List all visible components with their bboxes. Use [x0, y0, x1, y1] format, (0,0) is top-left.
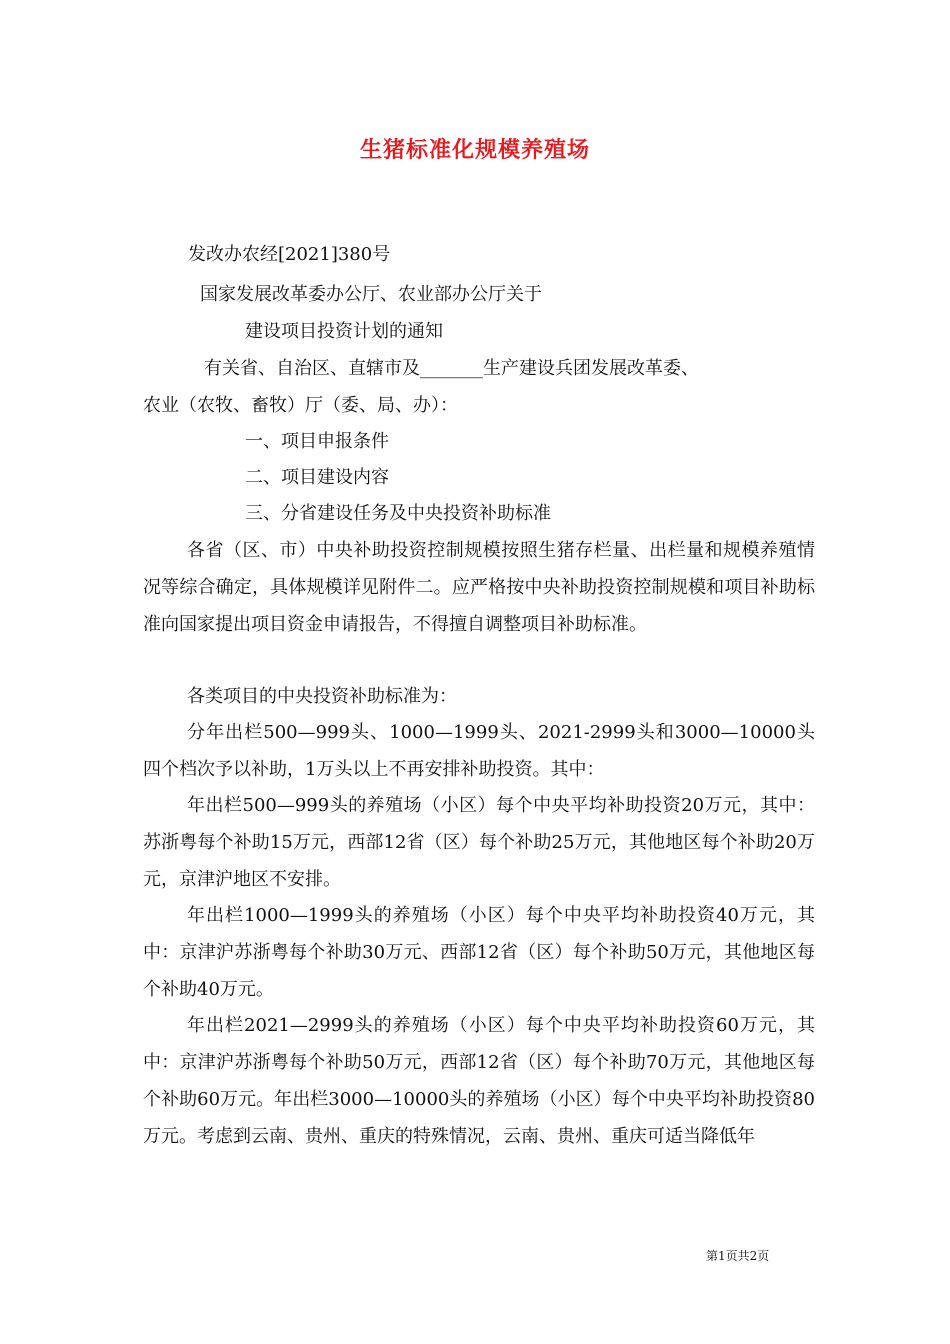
- paragraph-tier-1000: 年出栏1000—1999头的养殖场（小区）每个中央平均补助投资40万元，其中：京津沪苏浙粤每个补助30万元、西部12省（区）每个补助50万元，其他地区每个补助40万元。: [143, 905, 815, 1000]
- section-heading-3: 三、分省建设任务及中央投资补助标准: [245, 503, 551, 524]
- doc-number: 发改办农经[2021]380号: [188, 244, 391, 265]
- document-title: 生猪标准化规模养殖场: [359, 137, 590, 163]
- section-heading-2: 二、项目建设内容: [245, 467, 389, 488]
- header-line-1: 国家发展改革委办公厅、农业部办公厅关于: [200, 284, 542, 305]
- page-number: 第1页共2页: [706, 1249, 770, 1263]
- paragraph-control-scale: 各省（区、市）中央补助投资控制规模按照生猪存栏量、出栏量和规模养殖情况等综合确定，具体规模详见附件二。应严格按中央补助投资控制规模和项目补助标准向国家提出项目资金申请报告，不得擅自调整项目补助标准。: [143, 540, 815, 635]
- section-heading-1: 一、项目申报条件: [245, 431, 389, 452]
- paragraph-tier-2021: 年出栏2021—2999头的养殖场（小区）每个中央平均补助投资60万元，其中：京津沪苏浙粤每个补助50万元，西部12省（区）每个补助70万元，其他地区每个补助60万元。年出栏3000—10000头的养殖场（小区）每个中央平均补助投资80万元。考虑到云南、贵州、重庆的特殊情况，云南、贵州、重庆可适当降低年: [143, 1015, 815, 1147]
- header-line-2: 建设项目投资计划的通知: [245, 321, 443, 342]
- addressee-line-2: 农业（农牧、畜牧）厅（委、局、办）：: [143, 395, 458, 416]
- paragraph-standards-intro: 各类项目的中央投资补助标准为：: [187, 686, 457, 707]
- paragraph-tier-500: 年出栏500—999头的养殖场（小区）每个中央平均补助投资20万元，其中：苏浙粤每个补助15万元，西部12省（区）每个补助25万元，其他地区每个补助20万元，京津沪地区不安排。: [143, 795, 815, 890]
- addressee-line-1: 有关省、自治区、直辖市及_______生产建设兵团发展改革委、: [204, 358, 699, 379]
- paragraph-tiers: 分年出栏500—999头、1000—1999头、2021-2999头和3000—10000头四个档次予以补助，1万头以上不再安排补助投资。其中：: [143, 722, 815, 780]
